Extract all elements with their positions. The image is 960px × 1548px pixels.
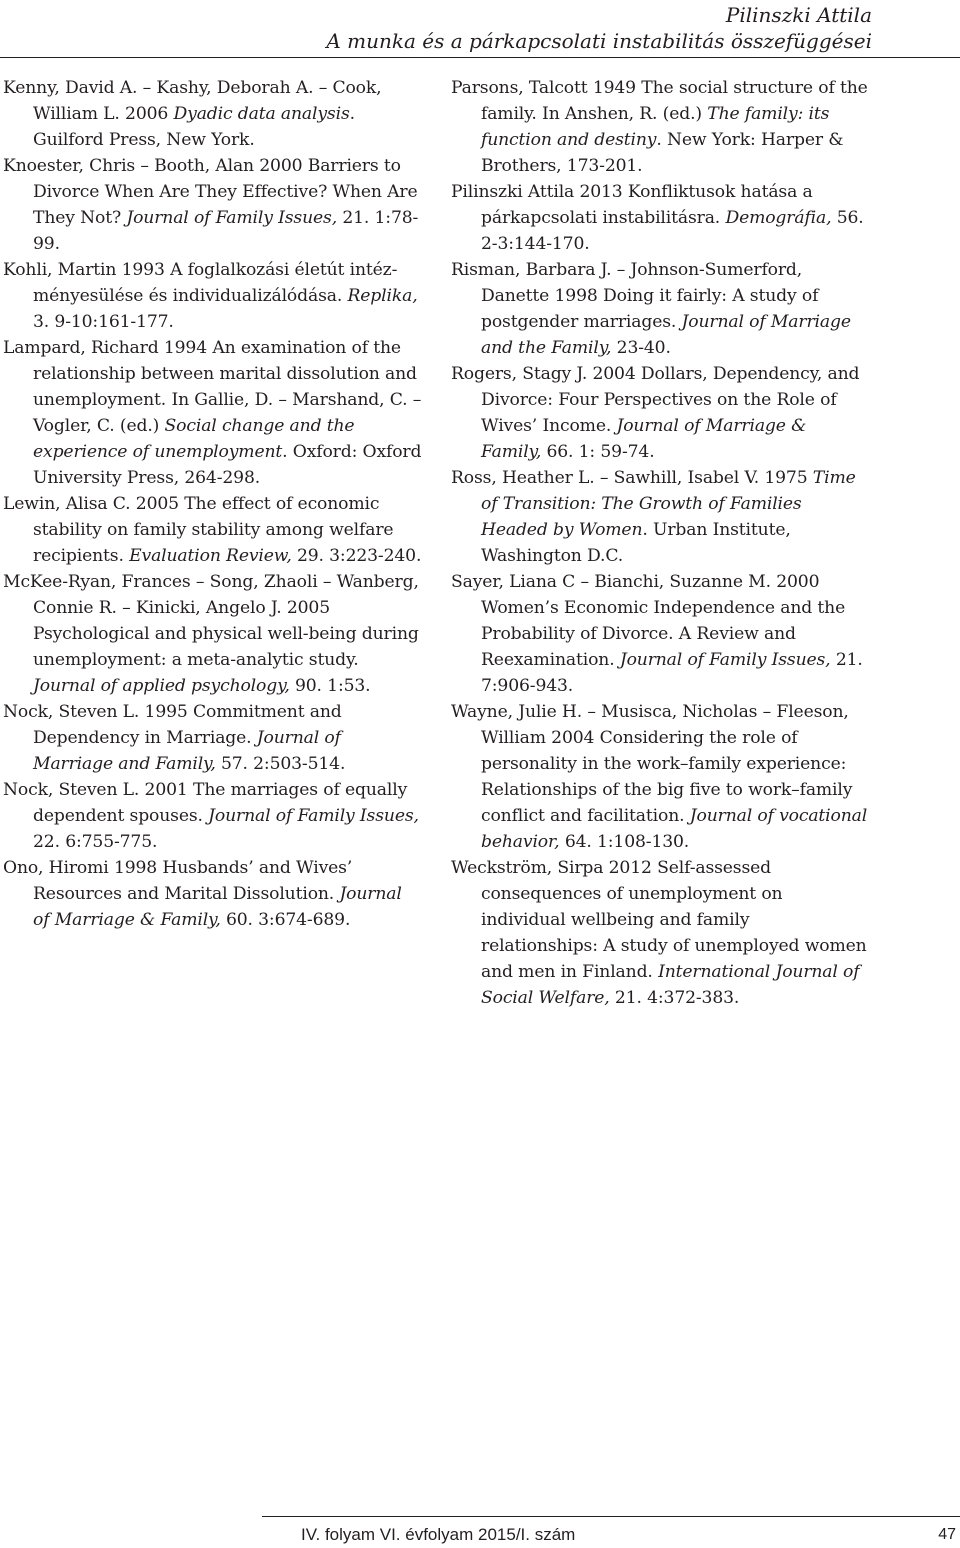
reference-entry bbox=[3, 491, 423, 569]
reference-text: Kenny, David A. – Kashy, Deborah A. – Cook, William L. 2006 bbox=[3, 78, 382, 124]
reference-source-title: Journal of Family Issues, bbox=[126, 208, 338, 228]
reference-text: Pilinszki Attila 2013 Konfliktusok hatása a párkapcsolati instabilitásra. bbox=[451, 182, 813, 228]
reference-text: . Guilford Press, New York. bbox=[33, 104, 355, 150]
reference-entry bbox=[451, 699, 871, 855]
reference-text: 21. 1:78-99. bbox=[33, 208, 419, 254]
reference-text: 21. 4:372-383. bbox=[609, 988, 740, 1008]
reference-text: . Oxford: Oxford University Press, 264-298. bbox=[33, 442, 422, 488]
reference-text: Kohli, Martin 1993 A foglalkozási életút intézményesülése és individualizálódása. bbox=[3, 260, 398, 306]
reference-source-title: Journal of Marriage & Family, bbox=[33, 884, 402, 930]
footer-rule bbox=[262, 1516, 960, 1517]
running-head-title: A munka és a párkapcsolati instabilitás összefüggései bbox=[326, 29, 872, 53]
reference-source-title: Time of Transition: The Growth of Families Headed by Women bbox=[481, 468, 856, 540]
reference-text: 21. 7:906-943. bbox=[481, 650, 863, 696]
reference-source-title: The family: its function and destiny bbox=[481, 104, 830, 150]
reference-text: 3. 9-10:161-177. bbox=[33, 312, 174, 332]
reference-text: Parsons, Talcott 1949 The social structure of the family. In Anshen, R. (ed.) bbox=[451, 78, 868, 124]
reference-entry bbox=[451, 855, 871, 1011]
reference-entry bbox=[451, 179, 871, 257]
reference-source-title: Replika, bbox=[347, 286, 418, 306]
header-rule bbox=[0, 57, 960, 58]
reference-text: Ono, Hiromi 1998 Husbands’ and Wives’ Resources and Marital Dissolution. bbox=[3, 858, 353, 904]
reference-text: 60. 3:674-689. bbox=[220, 910, 351, 930]
reference-entry bbox=[3, 855, 423, 933]
reference-text: 29. 3:223-240. bbox=[291, 546, 422, 566]
reference-text: 23-40. bbox=[611, 338, 671, 358]
reference-column-left bbox=[3, 75, 423, 933]
reference-source-title: Journal of Marriage and the Family, bbox=[481, 312, 851, 358]
reference-text: Wayne, Julie H. – Musisca, Nicholas – Fleeson, William 2004 Considering the role of personality in the work–family experience: Relationships of the big five to work–family conflict and facilitation. bbox=[451, 702, 853, 826]
reference-text: Risman, Barbara J. – Johnson-Sumerford, Danette 1998 Doing it fairly: A study of postgender marriages. bbox=[451, 260, 819, 332]
reference-column-right bbox=[451, 75, 871, 1011]
reference-source-title: Evaluation Review, bbox=[129, 546, 292, 566]
reference-source-title: Journal of Family Issues, bbox=[208, 806, 419, 826]
reference-source-title: Journal of vocational behavior, bbox=[481, 806, 868, 852]
reference-text: Sayer, Liana C – Bianchi, Suzanne M. 2000 Women’s Economic Independence and the Probability of Divorce. A Review and Reexamination. bbox=[451, 572, 846, 670]
reference-source-title: Demográfia, bbox=[725, 208, 832, 228]
reference-text: 66. 1: 59-74. bbox=[541, 442, 655, 462]
reference-text: Lewin, Alisa C. 2005 The effect of economic stability on family stability among welfare recipients. bbox=[3, 494, 394, 566]
reference-source-title: Journal of applied psychology, bbox=[33, 676, 290, 696]
reference-text: Lampard, Richard 1994 An examination of the relationship between marital dissolution and unemployment. In Gallie, D. – Marshand, C. – Vogler, C. (ed.) bbox=[3, 338, 422, 436]
reference-source-title: Dyadic data analysis bbox=[173, 104, 350, 124]
reference-text: Nock, Steven L. 2001 The marriages of equally dependent spouses. bbox=[3, 780, 408, 826]
reference-entry bbox=[3, 335, 423, 491]
running-head bbox=[326, 2, 872, 54]
reference-source-title: Social change and the experience of unemployment bbox=[33, 416, 355, 462]
reference-text: 90. 1:53. bbox=[289, 676, 371, 696]
reference-entry bbox=[451, 361, 871, 465]
reference-text: 56. 2-3:144-170. bbox=[481, 208, 864, 254]
reference-entry bbox=[3, 75, 423, 153]
page-number: 47 bbox=[938, 1526, 956, 1543]
issue-info: IV. folyam VI. évfolyam 2015/I. szám bbox=[301, 1525, 576, 1544]
reference-entry bbox=[451, 465, 871, 569]
running-head-author: Pilinszki Attila bbox=[725, 3, 872, 27]
reference-text: 57. 2:503-514. bbox=[215, 754, 346, 774]
reference-source-title: Journal of Marriage & Family, bbox=[481, 416, 807, 462]
reference-text: Nock, Steven L. 1995 Commitment and Dependency in Marriage. bbox=[3, 702, 342, 748]
reference-entry bbox=[451, 75, 871, 179]
reference-entry bbox=[3, 153, 423, 257]
reference-text: Ross, Heather L. – Sawhill, Isabel V. 1975 bbox=[451, 468, 813, 488]
reference-text: . Urban Institute, Washington D.C. bbox=[481, 520, 791, 566]
reference-source-title: Journal of Marriage and Family, bbox=[33, 728, 341, 774]
reference-entry bbox=[3, 699, 423, 777]
reference-entry bbox=[3, 777, 423, 855]
reference-text: McKee-Ryan, Frances – Song, Zhaoli – Wanberg, Connie R. – Kinicki, Angelo J. 2005 Psychological and physical well-being during unemployment: a meta-analytic study. bbox=[3, 572, 419, 670]
reference-entry bbox=[451, 257, 871, 361]
reference-entry bbox=[3, 569, 423, 699]
reference-text: Rogers, Stagy J. 2004 Dollars, Dependency, and Divorce: Four Perspectives on the Role of Wives’ Income. bbox=[451, 364, 860, 436]
reference-text: . New York: Harper & Brothers, 173-201. bbox=[481, 130, 844, 176]
reference-entry bbox=[3, 257, 423, 335]
reference-source-title: International Journal of Social Welfare, bbox=[481, 962, 860, 1008]
reference-source-title: Journal of Family Issues, bbox=[619, 650, 831, 670]
reference-text: Weckström, Sirpa 2012 Self-assessed consequences of unemployment on individual wellbeing and family relationships: A study of unemployed women and men in Finland. bbox=[451, 858, 867, 982]
reference-text: 64. 1:108-130. bbox=[559, 832, 690, 852]
reference-text: Knoester, Chris – Booth, Alan 2000 Barriers to Divorce When Are They Effective? When Are They Not? bbox=[3, 156, 418, 228]
reference-entry bbox=[451, 569, 871, 699]
reference-text: 22. 6:755-775. bbox=[33, 832, 158, 852]
